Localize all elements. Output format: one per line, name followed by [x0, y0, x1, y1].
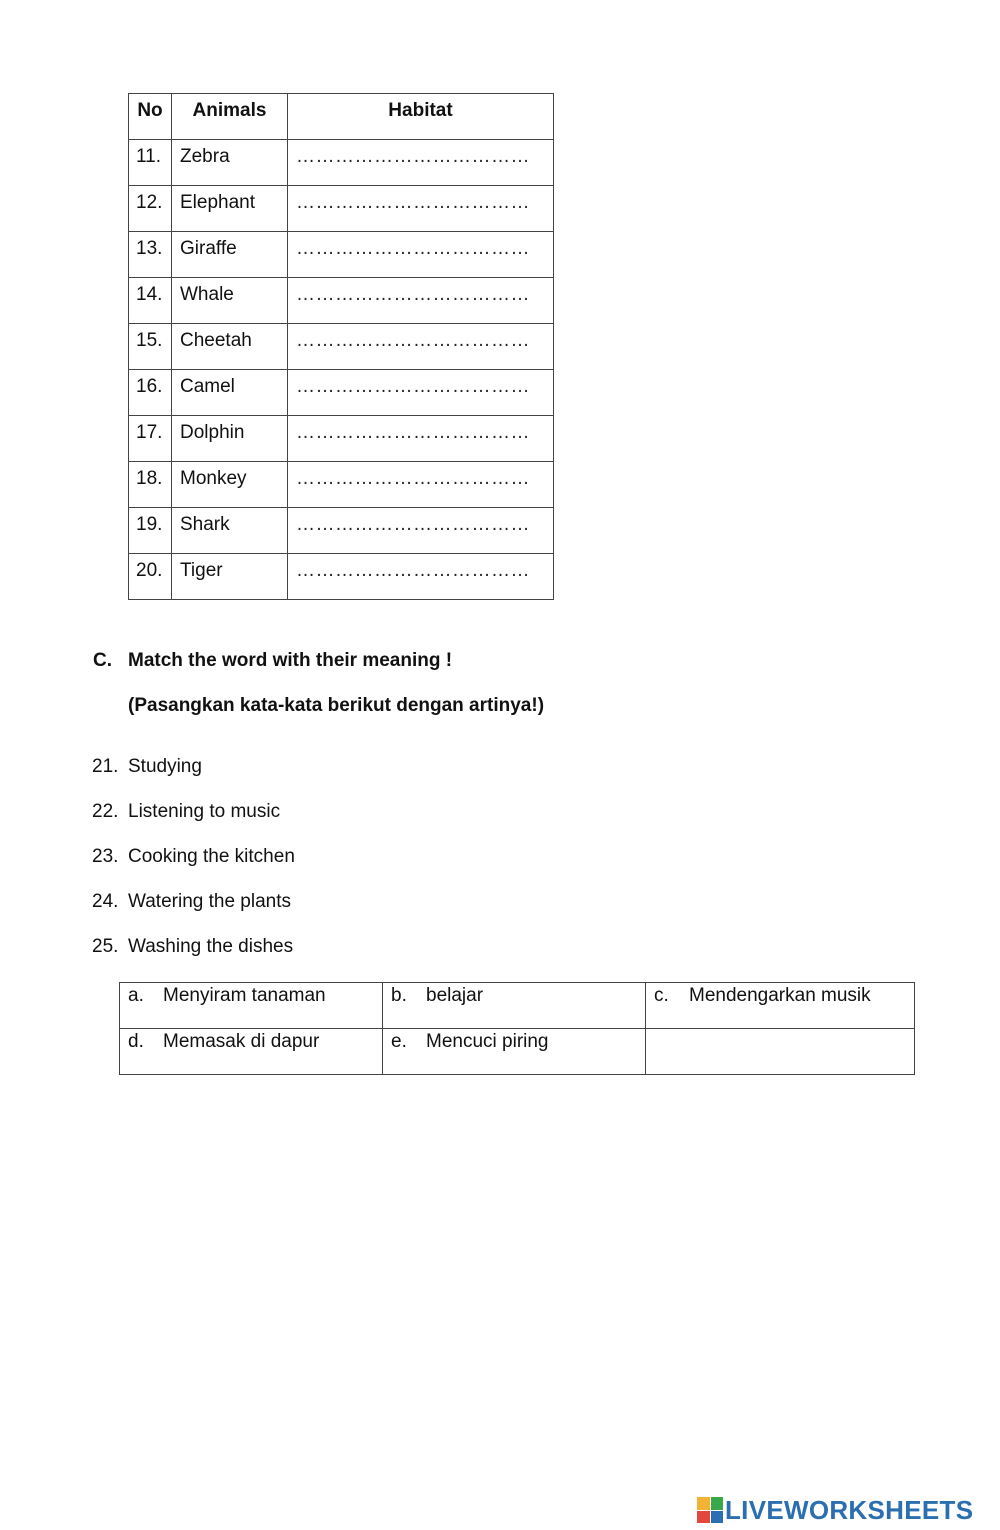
meaning-option-cell [120, 983, 383, 1029]
logo-mark-square [711, 1511, 724, 1524]
habitat-blank[interactable]: ……………………………… [288, 370, 554, 416]
table-row [129, 186, 554, 232]
header-animals: Animals [172, 94, 288, 140]
animal-name: Cheetah [172, 324, 288, 370]
meaning-option-cell [383, 1029, 646, 1075]
logo-mark-square [711, 1497, 724, 1510]
option-text: Memasak di dapur [163, 1031, 320, 1052]
option-letter: e. [391, 1031, 407, 1052]
item-text: Watering the plants [128, 891, 291, 912]
meaning-option-cell [646, 1029, 915, 1075]
row-number: 13. [129, 232, 172, 278]
habitat-blank[interactable]: ……………………………… [288, 140, 554, 186]
table-row [129, 508, 554, 554]
header-habitat: Habitat [288, 94, 554, 140]
option-text: belajar [426, 985, 484, 1006]
option-text: Mendengarkan musik [689, 985, 871, 1006]
table-row [129, 232, 554, 278]
table-row [129, 416, 554, 462]
option-letter: c. [654, 985, 669, 1006]
match-word-list [92, 756, 295, 981]
habitat-blank[interactable]: ……………………………… [288, 186, 554, 232]
item-text: Studying [128, 756, 202, 777]
section-c-subtitle: (Pasangkan kata-kata berikut dengan artinya!) [128, 695, 545, 716]
meaning-option-cell [120, 1029, 383, 1075]
item-number: 21. [92, 756, 119, 777]
habitat-blank[interactable]: ……………………………… [288, 462, 554, 508]
option-letter: a. [128, 985, 144, 1006]
meaning-options-table [119, 982, 915, 1075]
list-item [92, 756, 295, 801]
animal-name: Tiger [172, 554, 288, 600]
row-number: 16. [129, 370, 172, 416]
liveworksheets-mark-icon [697, 1497, 723, 1523]
option-letter: b. [391, 985, 407, 1006]
table-row [129, 370, 554, 416]
meaning-option-cell [383, 983, 646, 1029]
habitat-blank[interactable]: ……………………………… [288, 508, 554, 554]
animals-habitat-table [128, 93, 554, 600]
logo-text: LIVEWORKSHEETS [725, 1494, 974, 1525]
table-row [129, 278, 554, 324]
list-item [92, 891, 295, 936]
habitat-blank[interactable]: ……………………………… [288, 324, 554, 370]
row-number: 20. [129, 554, 172, 600]
item-number: 25. [92, 936, 119, 957]
row-number: 17. [129, 416, 172, 462]
item-number: 22. [92, 801, 119, 822]
section-title-text: Match the word with their meaning ! [128, 650, 453, 671]
option-text: Mencuci piring [426, 1031, 549, 1052]
habitat-blank[interactable]: ……………………………… [288, 416, 554, 462]
table-row [120, 1029, 915, 1075]
section-c-title [93, 650, 452, 672]
animal-name: Shark [172, 508, 288, 554]
table-row [129, 324, 554, 370]
list-item [92, 846, 295, 891]
item-number: 24. [92, 891, 119, 912]
liveworksheets-logo [697, 1494, 974, 1525]
habitat-blank[interactable]: ……………………………… [288, 554, 554, 600]
item-text: Cooking the kitchen [128, 846, 295, 867]
row-number: 12. [129, 186, 172, 232]
logo-mark-square [697, 1497, 710, 1510]
table-row [129, 140, 554, 186]
item-text: Listening to music [128, 801, 281, 822]
option-letter: d. [128, 1031, 144, 1052]
row-number: 14. [129, 278, 172, 324]
section-letter: C. [93, 650, 112, 671]
animal-name: Monkey [172, 462, 288, 508]
row-number: 15. [129, 324, 172, 370]
list-item [92, 936, 295, 981]
table-row [129, 462, 554, 508]
list-item [92, 801, 295, 846]
animal-name: Dolphin [172, 416, 288, 462]
row-number: 11. [129, 140, 172, 186]
row-number: 18. [129, 462, 172, 508]
row-number: 19. [129, 508, 172, 554]
table-header-row [129, 94, 554, 140]
animal-name: Zebra [172, 140, 288, 186]
header-no: No [129, 94, 172, 140]
item-text: Washing the dishes [128, 936, 294, 957]
table-row [129, 554, 554, 600]
option-text: Menyiram tanaman [163, 985, 326, 1006]
logo-mark-square [697, 1511, 710, 1524]
animal-name: Whale [172, 278, 288, 324]
animal-name: Elephant [172, 186, 288, 232]
animal-name: Giraffe [172, 232, 288, 278]
habitat-blank[interactable]: ……………………………… [288, 232, 554, 278]
item-number: 23. [92, 846, 119, 867]
meaning-option-cell [646, 983, 915, 1029]
habitat-blank[interactable]: ……………………………… [288, 278, 554, 324]
animal-name: Camel [172, 370, 288, 416]
table-row [120, 983, 915, 1029]
